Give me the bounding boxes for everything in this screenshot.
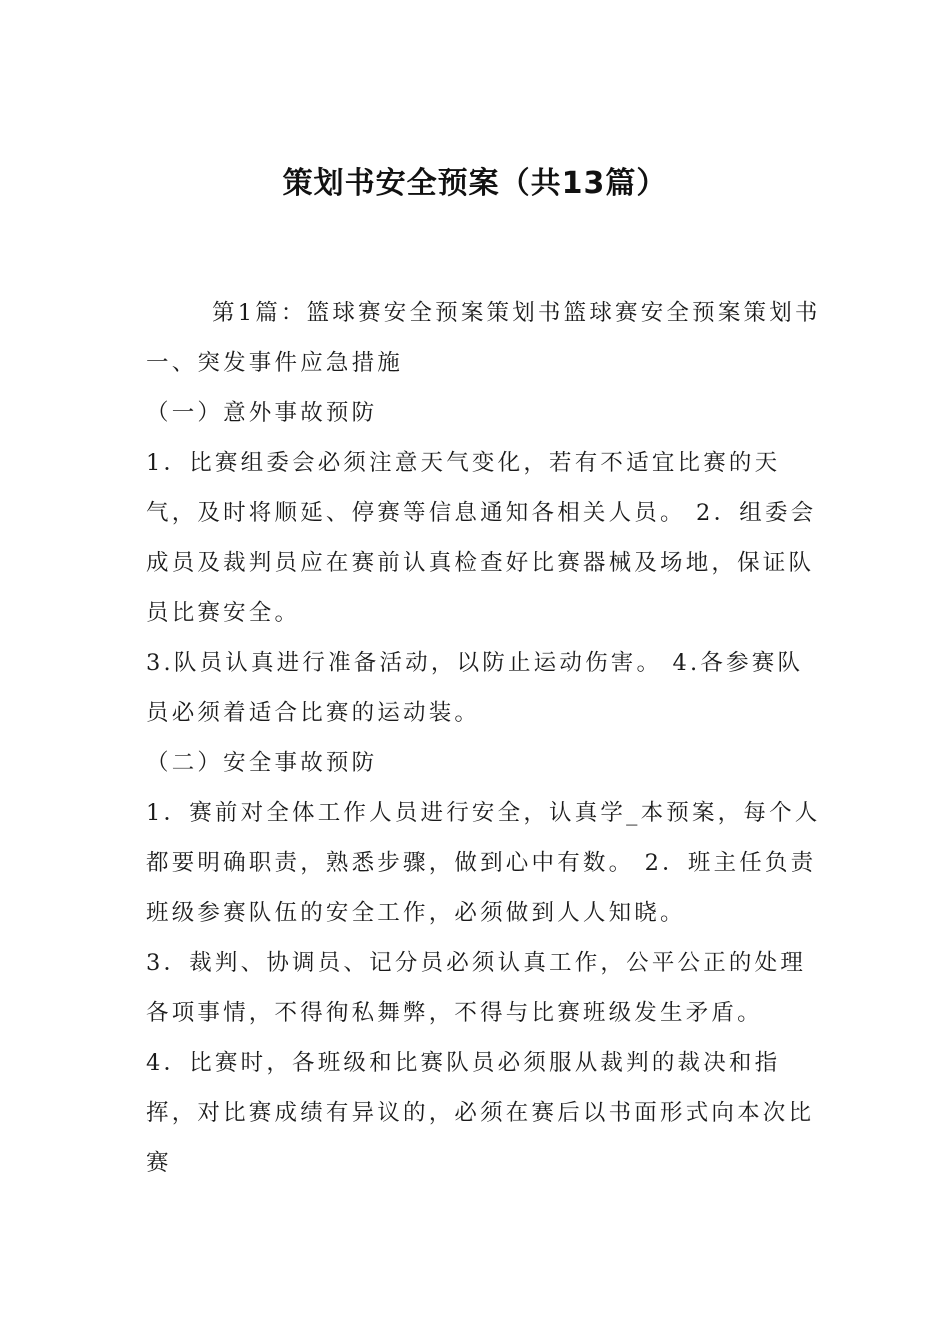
paragraph-safety-items-1-2: 1．赛前对全体工作人员进行安全，认真学_本预案，每个人都要明确职责，熟悉步骤，做到心中有数。 2．班主任负责班级参赛队伍的安全工作，必须做到人人知晓。 (146, 800, 821, 926)
subsection-heading-accident-prevention: （一）意外事故预防 (146, 400, 378, 426)
paragraph-accident-items-1-2: 1．比赛组委会必须注意天气变化，若有不适宜比赛的天气，及时将顺延、停赛等信息通知各相关人员。 2．组委会成员及裁判员应在赛前认真检查好比赛器械及场地，保证队员比赛安全。 (146, 450, 817, 626)
document-title: 策划书安全预案（共13篇） (282, 166, 668, 201)
chapter-heading: 第1篇：篮球赛安全预案策划书篮球赛安全预案策划书 (212, 300, 821, 326)
paragraph-safety-item-4: 4．比赛时，各班级和比赛队员必须服从裁判的裁决和指挥，对比赛成绩有异议的，必须在赛后以书面形式向本次比赛 (146, 1050, 815, 1176)
subsection-heading-safety-prevention: （二）安全事故预防 (146, 750, 378, 776)
paragraph-safety-item-3: 3．裁判、协调员、记分员必须认真工作，公平公正的处理各项事情，不得徇私舞弊，不得与比赛班级发生矛盾。 (146, 950, 807, 1026)
paragraph-accident-items-3-4: 3.队员认真进行准备活动，以防止运动伤害。 4.各参赛队员必须着适合比赛的运动装。 (146, 650, 804, 726)
section-heading-emergency-measures: 一、突发事件应急措施 (146, 350, 404, 376)
document-body (146, 288, 826, 1188)
